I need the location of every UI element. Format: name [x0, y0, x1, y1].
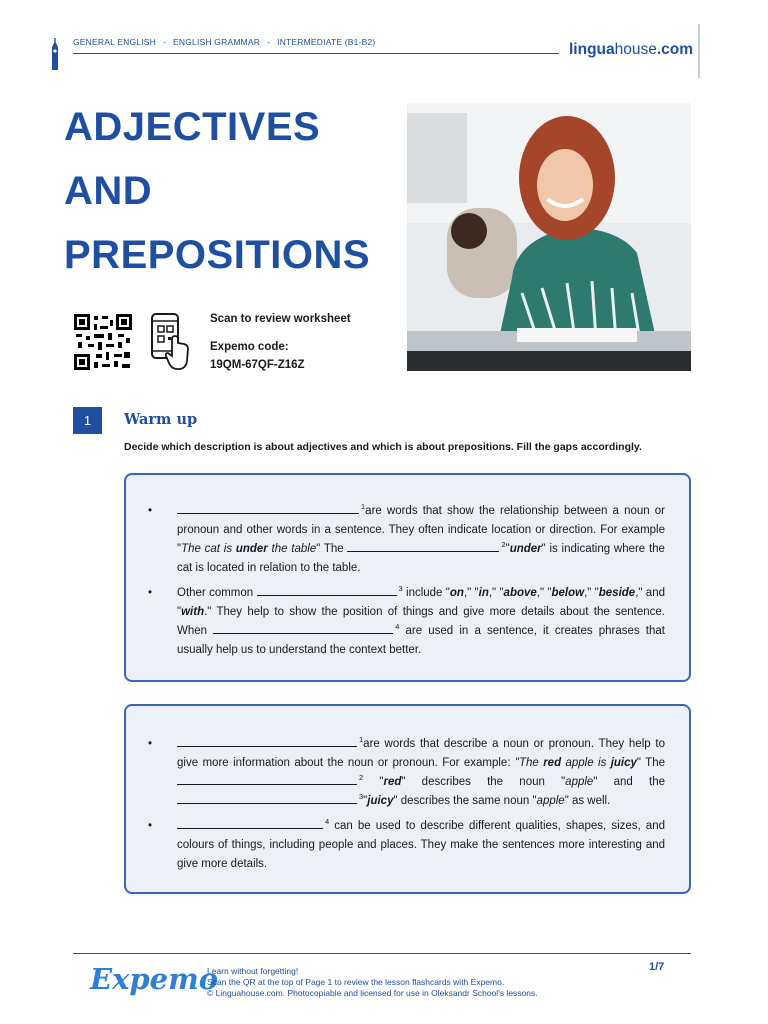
phone-scan-icon [150, 313, 192, 371]
bullet: • [148, 820, 153, 832]
expemo-code-value: 19QM-67QF-Z16Z [210, 359, 305, 371]
gap-input[interactable] [177, 792, 357, 804]
breadcrumb [73, 37, 375, 47]
list-item: • $^1$are words that show the relationship between a noun or pronoun and other words in a sentence. They often indicate location or direction. For example "The cat is under the table" The $^2$"under" is indicating where the cat is located in relation to the table. [148, 502, 665, 574]
exercise-box-adjectives [124, 704, 691, 894]
gap-number: 1 [359, 735, 364, 745]
title-line: PREPOSITIONS [64, 233, 371, 277]
brand-logo[interactable]: linguahouse.com [569, 41, 694, 58]
student-photo [407, 103, 691, 371]
gap-number: 2 [359, 773, 364, 783]
header-divider [698, 24, 700, 78]
tower-icon [50, 38, 60, 70]
gap-number: 4 [325, 817, 330, 827]
title-line: ADJECTIVES [64, 105, 321, 149]
page-title [64, 95, 370, 287]
footer-line: Learn without forgetting! [207, 966, 299, 976]
list-item: • $^1$are words that describe a noun or pronoun. They help to give more information about the noun or pronoun. For example: "The red apple is juicy" The $^2$ "red" describes the noun "apple" and the $^3$"juicy" describes the same noun "apple" as well. [148, 735, 665, 807]
gap-input[interactable] [177, 502, 359, 514]
bullet: • [148, 505, 153, 517]
page-number: 1/7 [649, 961, 665, 973]
breadcrumb-separator: - [163, 37, 167, 47]
bullet: • [148, 587, 153, 599]
bullet: • [148, 738, 153, 750]
section-title: Warm up [124, 411, 198, 428]
footer-text [207, 966, 538, 999]
gap-number: 3 [359, 792, 364, 802]
qr-code-icon[interactable] [74, 314, 132, 370]
expemo-logo[interactable]: Expemo [90, 962, 219, 996]
gap-input[interactable] [177, 735, 357, 747]
list-item: • $^4$ can be used to describe different qualities, shapes, sizes, and colours of things, including people and places. They make the sentences more interesting and give more details. [148, 817, 665, 870]
breadcrumb-english-grammar[interactable]: ENGLISH GRAMMAR [173, 37, 261, 47]
gap-input[interactable] [213, 622, 393, 634]
expemo-code-label: Expemo code: [210, 341, 289, 353]
gap-input[interactable] [257, 584, 397, 596]
gap-number: 3 [398, 584, 403, 594]
gap-number: 1 [361, 502, 366, 512]
footer-line: © Linguahouse.com. Photocopiable and licensed for use in Oleksandr School's lessons. [207, 988, 538, 998]
gap-input[interactable] [177, 773, 357, 785]
gap-number: 4 [395, 622, 400, 632]
footer-rule [73, 953, 691, 954]
exercise-box-prepositions [124, 473, 691, 682]
breadcrumb-intermediate[interactable]: INTERMEDIATE (B1-B2) [277, 37, 376, 47]
gap-input[interactable] [177, 817, 323, 829]
gap-input[interactable] [347, 540, 499, 552]
title-line: AND [64, 169, 153, 213]
gap-number: 2 [501, 540, 506, 550]
header-rule [73, 53, 559, 54]
scan-label: Scan to review worksheet [210, 313, 351, 325]
instructions: Decide which description is about adjectives and which is about prepositions. Fill the gaps accordingly. [124, 441, 642, 453]
footer-line: Scan the QR at the top of Page 1 to review the lesson flashcards with Expemo. [207, 977, 505, 987]
breadcrumb-separator: - [267, 37, 271, 47]
section-number: 1 [73, 407, 102, 434]
breadcrumb-general-english[interactable]: GENERAL ENGLISH [73, 37, 156, 47]
list-item: • Other common $^3$ include "on," "in," "above," "below," "beside," and "with." They help to show the position of things and give more details about the sentence. When $^4$ are used in a sentence, it creates phrases that usually help us to understand the context better. [148, 584, 665, 656]
